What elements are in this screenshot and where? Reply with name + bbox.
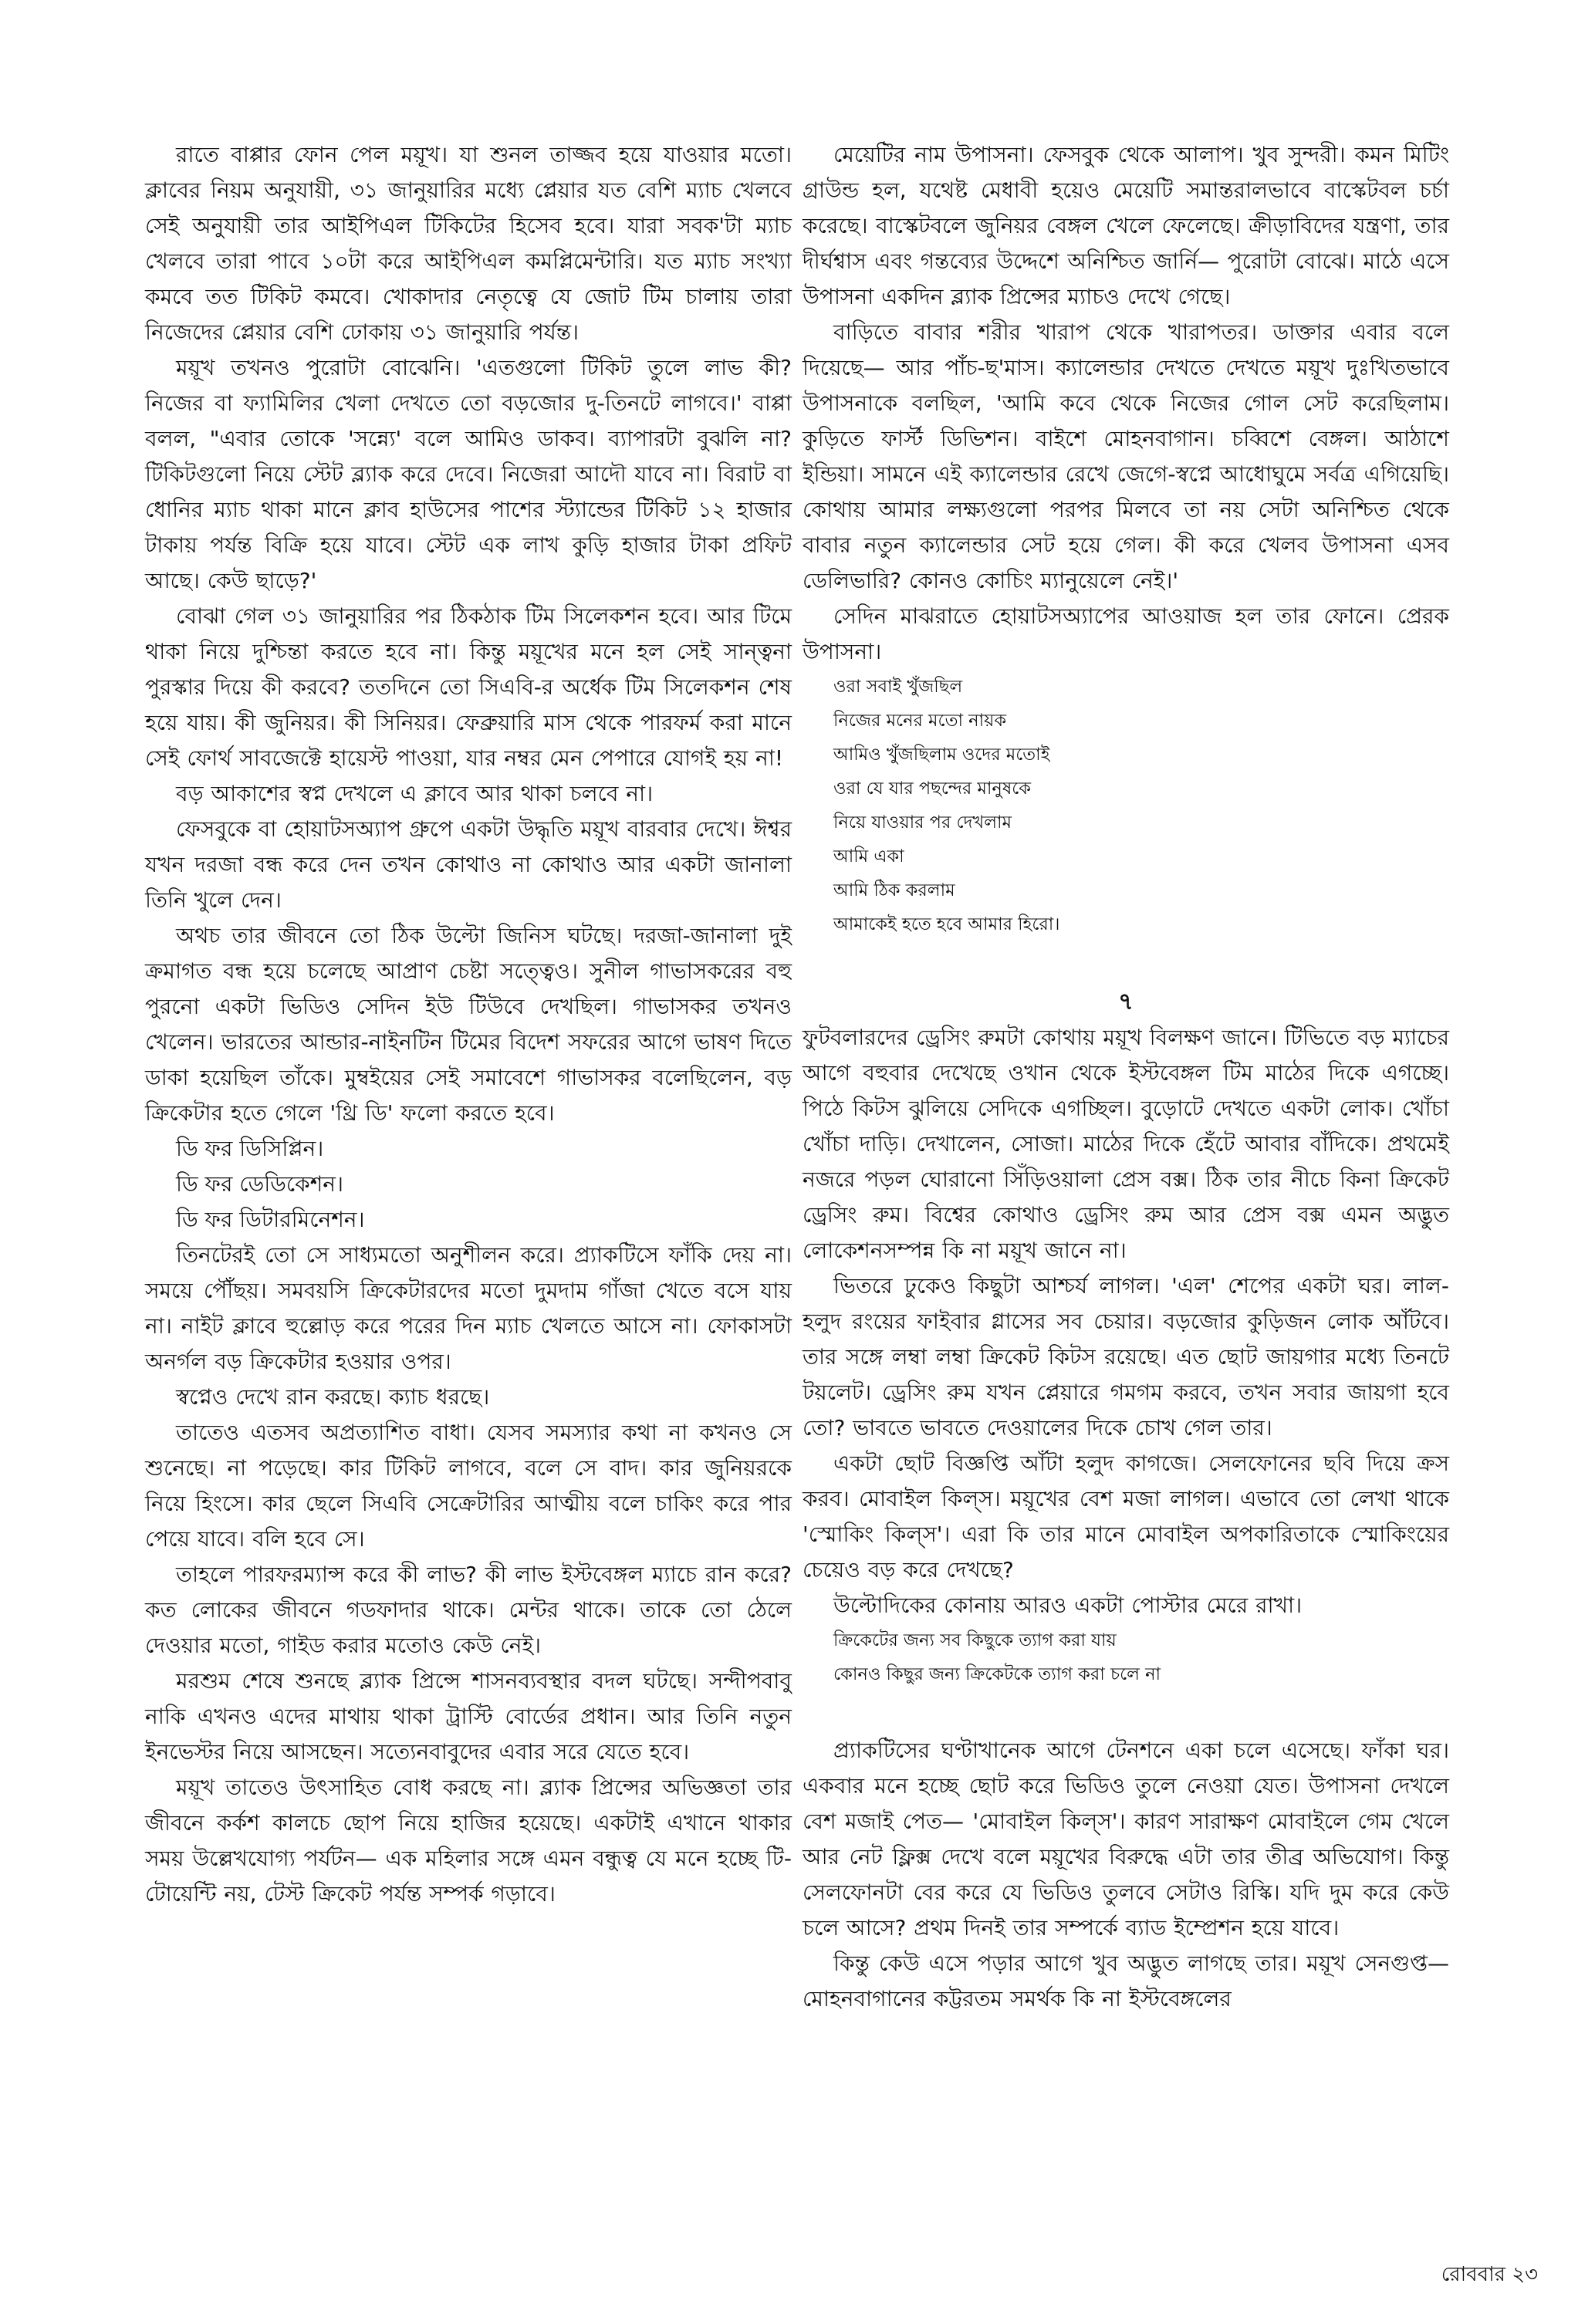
poem [803, 670, 1449, 941]
poem-line: আমিও খুঁজছিলাম ওদের মতোই [833, 745, 1050, 765]
poster-line: কোনও কিছুর জন্য ক্রিকেটকে ত্যাগ করা চলে না [833, 1664, 1161, 1684]
left-column [145, 137, 792, 1912]
three-d-line: ডি ফর ডেডিকেশন। [176, 1171, 344, 1197]
paragraph: ময়ূখ তখনও পুরোটা বোঝেনি। 'এতগুলো টিকিট তুলে লাভ কী? নিজের বা ফ্যামিলির খেলা দেখতে তো বড়জোর দু-তিনটে লাগবে।' বাপ্পা বলল, "এবার তোকে 'সন্ন্যে' বলে আমিও ডাকব। ব্যাপারটা বুঝলি না? টিকিটগুলো নিয়ে স্টেট ব্ল্যাক করে দেবে। নিজেরা আদৌ যাবে না। বিরাট বা ধোনির ম্যাচ থাকা মানে ক্লাব হাউসের পাশের স্ট্যান্ডের টিকিট ১২ হাজার টাকায় পর্যন্ত বিক্রি হয়ে যাবে। স্টেট এক লাখ কুড়ি হাজার টাকা প্রফিট আছে। কেউ ছাড়ে?' [145, 355, 792, 593]
paragraph: কিন্তু কেউ এসে পড়ার আগে খুব অদ্ভুত লাগছে তার। ময়ূখ সেনগুপ্ত— মোহনবাগানের কট্টরতম সমর্থক কি না ইস্টবেঙ্গলের [803, 1951, 1449, 2012]
poem-line: আমাকেই হতে হবে আমার হিরো। [833, 914, 1060, 934]
section-number: ৭ [1118, 988, 1134, 1015]
paragraph: ভিতরে ঢুকেও কিছুটা আশ্চর্য লাগল। 'এল' শেপের একটা ঘর। লাল-হলুদ রংয়ের ফাইবার গ্লাসের সব চেয়ার। বড়জোর কুড়িজন লোক আঁটবে। তার সঙ্গে লম্বা লম্বা ক্রিকেট কিটস রয়েছে। এত ছোট জায়গার মধ্যে তিনটে টয়লেট। ড্রেসিং রুম যখন প্লেয়ারে গমগম করবে, তখন সবার জায়গা হবে তো? ভাবতে ভাবতে দেওয়ালের দিকে চোখ গেল তার। [803, 1273, 1449, 1441]
paragraph: উল্টোদিকের কোনায় আরও একটা পোস্টার মেরে রাখা। [833, 1593, 1303, 1618]
section-gap [803, 1691, 1449, 1733]
poem-line: ওরা সবাই খুঁজছিল [833, 677, 963, 697]
paragraph: তিনটেরই তো সে সাধ্যমতো অনুশীলন করে। প্র্যাকটিসে ফাঁকি দেয় না। সময়ে পৌঁছয়। সমবয়সি ক্রিকেটারদের মতো দুমদাম গাঁজা খেতে বসে যায় না। নাইট ক্লাবে হুল্লোড় করে পরের দিন ম্যাচ খেলতে আসে না। ফোকাসটা অনর্গল বড় ক্রিকেটার হওয়ার ওপর। [145, 1242, 792, 1374]
poem-line: নিয়ে যাওয়ার পর দেখলাম [833, 812, 1012, 833]
three-d-line: ডি ফর ডিসিপ্লিন। [176, 1136, 324, 1161]
paragraph: প্র্যাকটিসের ঘণ্টাখানেক আগে টেনশনে একা চলে এসেছে। ফাঁকা ঘর। একবার মনে হচ্ছে ছোট করে ভিডিও তুলে নেওয়া যেত। উপাসনা দেখলে বেশ মজাই পেত— 'মোবাইল কিল্‌স'। কারণ সারাক্ষণ মোবাইলে গেম খেলে আর নেট ফ্লিক্স দেখে বলে ময়ূখের বিরুদ্ধে এটা তার তীব্র অভিযোগ। কিন্তু সেলফোনটা বের করে যে ভিডিও তুলবে সেটাও রিস্কি। যদি দুম করে কেউ চলে আসে? প্রথম দিনই তার সম্পর্কে ব্যাড ইম্প্রেশন হয়ে যাবে। [803, 1738, 1449, 1941]
paragraph: তাতেও এতসব অপ্রত্যাশিত বাধা। যেসব সমস্যার কথা না কখনও সে শুনেছে। না পড়েছে। কার টিকিট লাগবে, বলে সে বাদ। কার জুনিয়রকে নিয়ে হিংসে। কার ছেলে সিএবি সেক্রেটারির আত্মীয় বলে চাকিং করে পার পেয়ে যাবে। বলি হবে সে। [145, 1420, 792, 1552]
paragraph: ফেসবুকে বা হোয়াটসঅ্যাপ গ্রুপে একটা উদ্ধৃতি ময়ূখ বারবার দেখে। ঈশ্বর যখন দরজা বন্ধ করে দেন তখন কোথাও না কোথাও আর একটা জানালা তিনি খুলে দেন। [145, 816, 792, 913]
page-footer: রোববার ২৩ [1441, 2263, 1538, 2286]
poster-text [803, 1623, 1449, 1691]
three-d-line: ডি ফর ডিটারমিনেশন। [176, 1207, 365, 1232]
paragraph: বড় আকাশের স্বপ্ন দেখলে এ ক্লাবে আর থাকা চলবে না। [176, 781, 654, 806]
paragraph: মেয়েটির নাম উপাসনা। ফেসবুক থেকে আলাপ। খুব সুন্দরী। কমন মিটিং গ্রাউন্ড হল, যথেষ্ট মেধাবী হয়েও মেয়েটি সমান্তরালভাবে বাস্কেটবল চর্চা করেছে। বাস্কেটবলে জুনিয়র বেঙ্গল খেলে ফেলেছে। ক্রীড়াবিদের যন্ত্রণা, তার দীর্ঘশ্বাস এবং গন্তব্যের উদ্দেশে অনিশ্চিত জার্নি— পুরোটা বোঝে। মাঠে এসে উপাসনা একদিন ব্ল্যাক প্রিন্সের ম্যাচও দেখে গেছে। [803, 142, 1449, 309]
paragraph: মরশুম শেষে শুনছে ব্ল্যাক প্রিন্সে শাসনব্যবস্থার বদল ঘটছে। সন্দীপবাবু নাকি এখনও এদের মাথায় থাকা ট্রাস্টি বোর্ডের প্রধান। আর তিনি নতুন ইনভেস্টর নিয়ে আসছেন। সত্যেনবাবুদের এবার সরে যেতে হবে। [145, 1668, 792, 1765]
paragraph: ময়ূখ তাতেও উৎসাহিত বোধ করছে না। ব্ল্যাক প্রিন্সের অভিজ্ঞতা তার জীবনে কর্কশ কালচে ছোপ নিয়ে হাজির হয়েছে। একটাই এখানে থাকার সময় উল্লেখযোগ্য পর্যটন— এক মহিলার সঙ্গে এমন বন্ধুত্ব যে মনে হচ্ছে টি-টোয়েন্টি নয়, টেস্ট ক্রিকেট পর্যন্ত সম্পর্ক গড়াবে। [145, 1775, 792, 1907]
right-column [803, 137, 1449, 2017]
poem-line: আমি ঠিক করলাম [833, 880, 955, 900]
paragraph: অথচ তার জীবনে তো ঠিক উল্টো জিনিস ঘটছে। দরজা-জানালা দুই ক্রমাগত বন্ধ হয়ে চলেছে আপ্রাণ চেষ্টা সত্ত্বেও। সুনীল গাভাসকরের বহু পুরনো একটা ভিডিও সেদিন ইউ টিউবে দেখছিল। গাভাসকর তখনও খেলেন। ভারতের আন্ডার-নাইনটিন টিমের বিদেশ সফরের আগে ভাষণ দিতে ডাকা হয়েছিল তাঁকে। মুম্বইয়ের সেই সমাবেশে গাভাসকর বলেছিলেন, বড় ক্রিকেটার হতে গেলে 'থ্রি ডি' ফলো করতে হবে। [145, 923, 792, 1126]
paragraph: সেদিন মাঝরাতে হোয়াটসঅ্যাপের আওয়াজ হল তার ফোনে। প্রেরক উপাসনা। [803, 603, 1449, 664]
paragraph: একটা ছোট বিজ্ঞপ্তি আঁটা হলুদ কাগজে। সেলফোনের ছবি দিয়ে ক্রস করব। মোবাইল কিল্‌স। ময়ূখের বেশ মজা লাগল। এভাবে তো লেখা থাকে 'স্মোকিং কিল্‌স'। এরা কি তার মানে মোবাইল অপকারিতাকে স্মোকিংয়ের চেয়েও বড় করে দেখছে? [803, 1451, 1449, 1583]
poem-line: নিজের মনের মতো নায়ক [833, 711, 1007, 731]
paragraph: রাতে বাপ্পার ফোন পেল ময়ূখ। যা শুনল তাজ্জব হয়ে যাওয়ার মতো। ক্লাবের নিয়ম অনুযায়ী, ৩১ জানুয়ারির মধ্যে প্লেয়ার যত বেশি ম্যাচ খেলবে সেই অনুযায়ী তার আইপিএল টিকিটের হিসেব হবে। যারা সবক'টা ম্যাচ খেলবে তারা পাবে ১০টা করে আইপিএল কমপ্লিমেন্টারি। যত ম্যাচ সংখ্যা কমবে তত টিকিট কমবে। খোকাদার নেতৃত্বে যে জোট টিম চালায় তারা নিজেদের প্লেয়ার বেশি ঢোকায় ৩১ জানুয়ারি পর্যন্ত। [145, 142, 792, 345]
paragraph: বাড়িতে বাবার শরীর খারাপ থেকে খারাপতর। ডাক্তার এবার বলে দিয়েছে— আর পাঁচ-ছ'মাস। ক্যালেন্ডার দেখতে দেখতে ময়ূখ দুঃখিতভাবে উপাসনাকে বলছিল, 'আমি কবে থেকে নিজের গোল সেট করেছিলাম। কুড়িতে ফার্স্ট ডিভিশন। বাইশে মোহনবাগান। চব্বিশে বেঙ্গল। আঠাশে ইন্ডিয়া। সামনে এই ক্যালেন্ডার রেখে জেগে-স্বপ্নে আধোঘুমে সর্বত্র এগিয়েছি। কোথায় আমার লক্ষ্যগুলো পরপর মিলবে তা নয় সেটা অনিশ্চিত থেকে বাবার নতুন ক্যালেন্ডার সেট হয়ে গেল। কী করে খেলব উপাসনা এসব ডেলিভারি? কোনও কোচিং ম্যানুয়েলে নেই।' [803, 319, 1449, 593]
poem-line: আমি একা [833, 846, 904, 866]
paragraph: বোঝা গেল ৩১ জানুয়ারির পর ঠিকঠাক টিম সিলেকশন হবে। আর টিমে থাকা নিয়ে দুশ্চিন্তা করতে হবে না। কিন্তু ময়ূখের মনে হল সেই সান্ত্বনা পুরস্কার দিয়ে কী করবে? ততদিনে তো সিএবি-র অর্ধেক টিম সিলেকশন শেষ হয়ে যায়। কী জুনিয়র। কী সিনিয়র। ফেব্রুয়ারি মাস থেকে পারফর্ম করা মানে সেই ফোর্থ সাবজেক্টে হায়েস্ট পাওয়া, যার নম্বর মেন পেপারে যোগই হয় না! [145, 603, 792, 771]
poster-line: ক্রিকেটের জন্য সব কিছুকে ত্যাগ করা যায় [833, 1630, 1117, 1650]
paragraph: স্বপ্নেও দেখে রান করছে। ক্যাচ ধরছে। [176, 1384, 490, 1410]
paragraph: তাহলে পারফরম্যান্স করে কী লাভ? কী লাভ ইস্টবেঙ্গল ম্যাচে রান করে? কত লোকের জীবনে গডফাদার থাকে। মেন্টর থাকে। তাকে তো ঠেলে দেওয়ার মতো, গাইড করার মতোও কেউ নেই। [145, 1562, 792, 1658]
paragraph: ফুটবলারদের ড্রেসিং রুমটা কোথায় ময়ূখ বিলক্ষণ জানে। টিভিতে বড় ম্যাচের আগে বহুবার দেখেছে ওখান থেকে ইস্টবেঙ্গল টিম মাঠের দিকে এগচ্ছে। পিঠে কিটস ঝুলিয়ে সেদিকে এগচ্ছিল। বুড়োটে দেখতে একটা লোক। খোঁচা খোঁচা দাড়ি। দেখালেন, সোজা। মাঠের দিকে হেঁটে আবার বাঁদিকে। প্রথমেই নজরে পড়ল ঘোরানো সিঁড়িওয়ালা প্রেস বক্স। ঠিক তার নীচে কিনা ক্রিকেট ড্রেসিং রুম। বিশ্বের কোথাও ড্রেসিং রুম আর প্রেস বক্স এমন অদ্ভুত লোকেশনসম্পন্ন কি না ময়ূখ জানে না। [803, 1025, 1450, 1263]
poem-line: ওরা যে যার পছন্দের মানুষকে [833, 779, 1032, 799]
